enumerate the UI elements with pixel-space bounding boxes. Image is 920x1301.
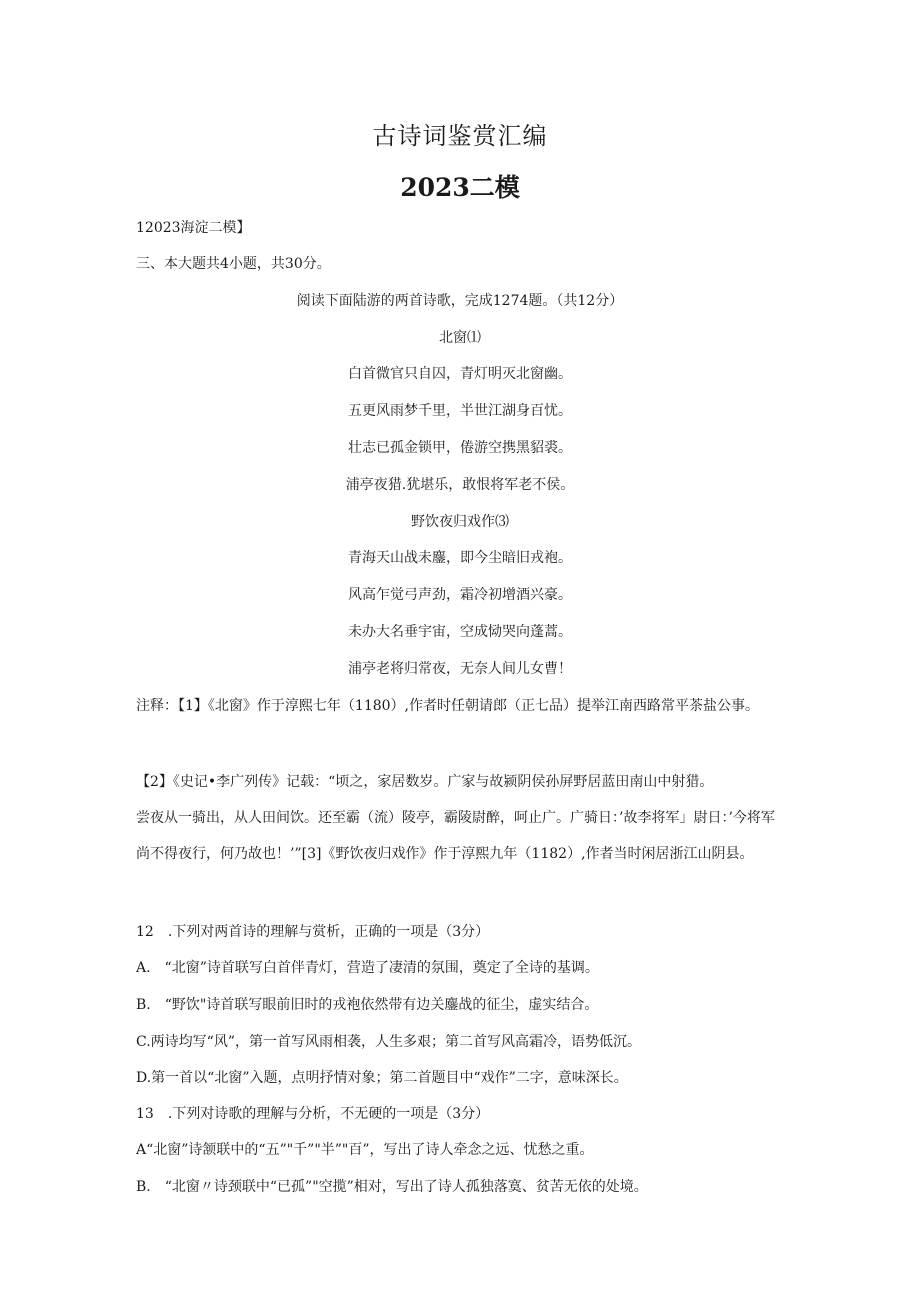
poem2-title: 野饮夜归戏作⑶ — [411, 514, 509, 530]
source-tag: 12023海淀二模】 — [136, 220, 251, 236]
question-13-option-a: A“北窗”诗颔联中的“五”"千”"半”"百”，写出了诗人牵念之远、忧愁之重。 — [136, 1142, 594, 1158]
note-1: 注释：【1】《北窗》作于淳熙七年（1180）,作者时任朝请郎（正七品）提举江南西路常平茶盐公事。 — [136, 698, 759, 714]
document-subtitle: 2023二模 — [400, 173, 520, 202]
poem2-line: 青海天山战未鏖，即今尘暗旧戎袍。 — [348, 550, 572, 566]
question-13-option-b: B. “北窗〃诗颈联中“已孤”"空揽”相对，写出了诗人孤独落寞、贫苦无依的处境。 — [136, 1179, 648, 1195]
question-13-stem: 13 .下列对诗歌的理解与分析，不无硬的一项是（3分） — [136, 1106, 490, 1122]
question-12-option-b: B. “野饮"诗首联写眼前旧时的戎袍依然带有边关鏖战的征尘，虚实结合。 — [136, 997, 599, 1013]
question-12-stem: 12 .下列对两首诗的理解与赏析，正确的一项是（3分） — [136, 924, 490, 940]
poem1-title: 北窗⑴ — [439, 330, 481, 346]
section-heading: 三、本大题共4小题，共30分。 — [136, 256, 331, 272]
poem2-line: 未办大名垂宇宙，空成恸哭向蓬蒿。 — [348, 624, 572, 640]
note-2-continued: 尝夜从一骑出，从人田间饮。还至霸（流）陵亭，霸陵尉醉，呵止广。广骑日：’故李将军」尉日：’今将军尚不得夜行，何乃故也！’”[3]《野饮夜归戏作》作于淳熙九年（1182）,作者当时闲居浙江山阴县。 — [136, 810, 775, 862]
poem2-line: 风高乍觉弓声劲，霜冷初增酒兴豪。 — [348, 587, 572, 603]
question-12-option-c: C.两诗均写“风”，第一首写风雨相袭，人生多艰；第二首写风高霜冷，语势低沉。 — [136, 1034, 641, 1050]
poem1-line: 浦亭夜猎.犹堪乐，敢恨将军老不侯。 — [345, 477, 575, 493]
reading-instruction: 阅读下面陆游的两首诗歌，完成1274题。（共12分） — [296, 293, 624, 309]
poem1-line: 壮志已孤金锁甲，倦游空携黑貂裘。 — [348, 440, 572, 456]
poem1-line: 白首微官只自囚，青灯明灭北窗幽。 — [348, 366, 572, 382]
poem2-line: 浦亭老将归常夜，无奈人间儿女曹！ — [348, 661, 572, 677]
question-12-option-a: A. “北窗”诗首联写白首伴青灯，营造了凄清的氛围，奠定了全诗的基调。 — [136, 960, 599, 976]
document-title: 古诗词鉴赏汇编 — [372, 122, 548, 150]
poem1-line: 五更风雨梦千里，半世江湖身百忧。 — [348, 403, 572, 419]
note-2: 【2】《史记•李广列传》记载：“顷之，家居数岁。广家与故颍阴侯孙屏野居蓝田南山中射猎。 — [136, 774, 714, 790]
question-12-option-d: D.第一首以“北窗”入题，点明抒情对象；第二首题目中“戏作”二字，意味深长。 — [136, 1070, 628, 1086]
